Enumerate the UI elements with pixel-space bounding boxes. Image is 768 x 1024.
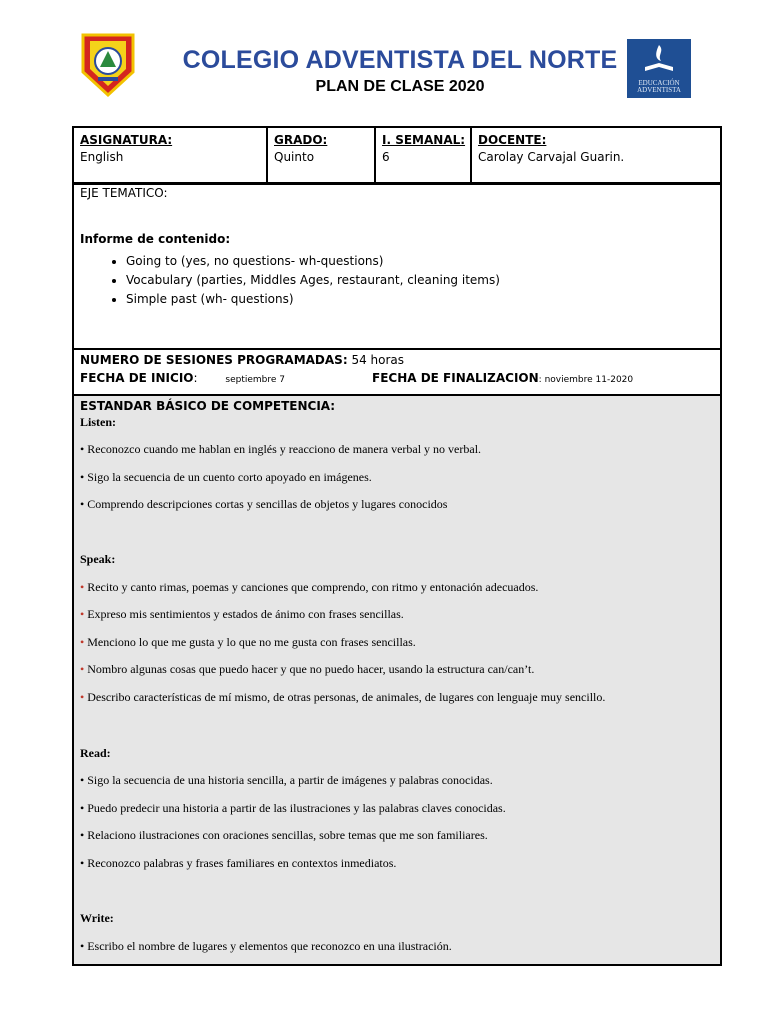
read-item: • Reconozco palabras y frases familiares en contextos inmediatos. [80, 856, 397, 870]
docente-value: Carolay Carvajal Guarin. [478, 150, 625, 164]
docente-label: DOCENTE: [478, 133, 547, 147]
bullet-icon: • [80, 607, 88, 621]
school-crest-logo [80, 32, 136, 98]
listen-item: • Comprendo descripciones cortas y sencillas de objetos y lugares conocidos [80, 497, 448, 511]
asignatura-value: English [80, 150, 124, 164]
write-label: Write: [80, 911, 114, 925]
school-name: COLEGIO ADVENTISTA DEL NORTE [182, 46, 618, 74]
bullet-icon: • [80, 690, 88, 704]
speak-label: Speak: [80, 552, 116, 566]
adventist-education-logo [627, 39, 691, 98]
speak-item: • Menciono lo que me gusta y lo que no me gusta con frases sencillas. [80, 635, 416, 649]
standards-section [74, 396, 720, 964]
listen-item: • Sigo la secuencia de un cuento corto apoyado en imágenes. [80, 470, 372, 484]
list-item: • Going to (yes, no questions- wh-questions) [126, 252, 500, 271]
info-row [74, 128, 720, 185]
listen-item: • Reconozco cuando me hablan en inglés y reacciono de manera verbal y no verbal. [80, 442, 482, 456]
list-item: • Simple past (wh- questions) [126, 290, 500, 309]
grado-cell [268, 128, 374, 182]
eje-tematico-section [74, 184, 720, 350]
flame-bible-icon [627, 39, 691, 79]
content-list [80, 252, 500, 309]
read-item: • Puedo predecir una historia a partir de las ilustraciones y las palabras claves conocidas. [80, 801, 506, 815]
semanal-value: 6 [382, 150, 390, 164]
logo-text: EDUCACIÓN ADVENTISTA [637, 79, 681, 94]
semanal-label: I. SEMANAL: [382, 133, 466, 147]
speak-item: • Describo características de mí mismo, de otras personas, de animales, de lugares con lenguaje muy sencillo. [80, 690, 606, 704]
dates-line: FECHA DE INICIO: septiembre 7 FECHA DE FINALIZACION: noviembre 11-2020 [80, 371, 634, 385]
inicio-value: septiembre 7 [225, 375, 285, 385]
read-item: • Sigo la secuencia de una historia sencilla, a partir de imágenes y palabras conocidas. [80, 773, 493, 787]
sessions-line [80, 353, 404, 367]
read-label: Read: [80, 746, 111, 760]
bullet-icon: • [80, 580, 88, 594]
informe-label: Informe de contenido: [80, 232, 231, 246]
eje-label: EJE TEMATICO: [80, 186, 168, 200]
fin-label: FECHA DE FINALIZACION [372, 371, 539, 385]
speak-item: • Recito y canto rimas, poemas y canciones que comprendo, con ritmo y entonación adecuados. [80, 580, 539, 594]
numero-value: 54 horas [351, 353, 405, 367]
bullet-icon: • [80, 662, 88, 676]
sessions-section [74, 350, 720, 396]
grado-label: GRADO: [274, 133, 328, 147]
asignatura-label: ASIGNATURA: [80, 133, 173, 147]
listen-label: Listen: [80, 415, 116, 429]
numero-label: NUMERO DE SESIONES PROGRAMADAS: [80, 353, 348, 367]
read-item: • Relaciono ilustraciones con oraciones sencillas, sobre temas que me son familiares. [80, 828, 488, 842]
semanal-cell [376, 128, 470, 182]
standards-title: ESTANDAR BÁSICO DE COMPETENCIA: [80, 399, 336, 413]
inicio-label: FECHA DE INICIO [80, 371, 194, 385]
plan-title: PLAN DE CLASE 2020 [315, 78, 485, 95]
list-item: • Vocabulary (parties, Middles Ages, restaurant, cleaning items) [126, 271, 500, 290]
document-header [0, 0, 768, 120]
lesson-plan-table [72, 126, 722, 966]
asignatura-cell [74, 128, 266, 182]
grado-value: Quinto [274, 150, 315, 164]
write-item: • Escribo el nombre de lugares y elementos que reconozco en una ilustración. [80, 939, 452, 953]
fin-value: noviembre 11-2020 [544, 375, 634, 385]
docente-cell [472, 128, 720, 182]
speak-item: • Nombro algunas cosas que puedo hacer y que no puedo hacer, usando la estructura can/can’t. [80, 662, 535, 676]
bullet-icon: • [80, 635, 88, 649]
speak-item: • Expreso mis sentimientos y estados de ánimo con frases sencillas. [80, 607, 404, 621]
